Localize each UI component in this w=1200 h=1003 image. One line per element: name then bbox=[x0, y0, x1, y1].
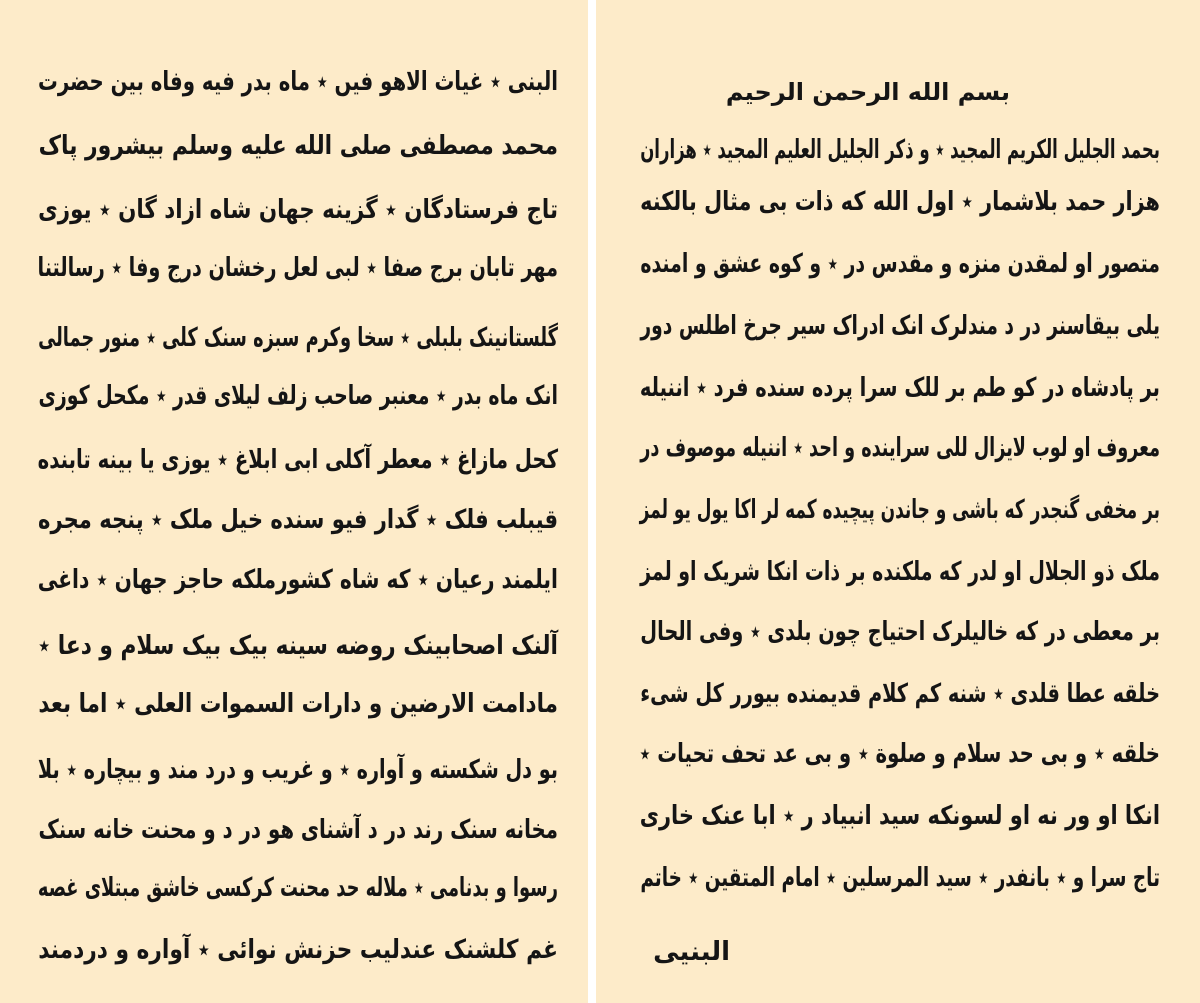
right-line-8: بر مخفی گنجدر که باشی و جاندن پیچیده کمه لر اکا یول یو لمز bbox=[639, 495, 1160, 525]
right-line-5: یلی بیقاسنر در د مندلرک انک ادراک سیر جرخ اطلس دور bbox=[640, 311, 1160, 341]
right-line-9: ملک ذو الجلال او لدر که ملکنده بر ذات انکا شریک او لمز bbox=[640, 557, 1160, 587]
left-line-6: انک ماه بدر ٭ معنبر صاحب زلف لیلای قدر ٭ مکحل کوزی bbox=[38, 381, 559, 411]
right-line-10: بر معطی در که خالیلرک احتیاج چون بلدی ٭ وفی الحال bbox=[640, 617, 1160, 647]
right-line-11: خلقه عطا قلدی ٭ شنه کم کلام قدیمنده بیورر کل شیء bbox=[640, 679, 1160, 709]
right-line-3: هزار حمد بلاشمار ٭ اول الله که ذات بی مثال بالکنه bbox=[640, 187, 1160, 217]
left-line-8: قیبلب فلک ٭ گدار فیو سنده خیل ملک ٭ پنجه مجره bbox=[38, 505, 558, 535]
right-line-6: بر پادشاه در کو طم بر للک سرا پرده سنده فرد ٭ اننیله bbox=[639, 373, 1160, 403]
right-line-14: تاج سرا و ٭ بانفدر ٭ سید المرسلین ٭ امام المتقین ٭ خاتم bbox=[640, 863, 1160, 893]
right-line-15: البنیی bbox=[653, 937, 730, 967]
left-line-4: مهر تابان برج صفا ٭ لبی لعل رخشان درج وفا ٭ رسالتنا bbox=[37, 253, 559, 283]
left-line-5: گلستانینک بلبلی ٭ سخا وکرم سبزه سنک کلی ٭ منور جمالی bbox=[38, 323, 559, 353]
left-line-3: تاج فرستادگان ٭ گزینه جهان شاه ازاد گان ٭ یوزی bbox=[38, 195, 558, 225]
left-line-7: کحل مازاغ ٭ معطر آکلی ابی ابلاغ ٭ یوزی یا بینه تابنده bbox=[37, 445, 558, 475]
right-line-12: خلقه ٭ و بی حد سلام و صلوة ٭ و بی عد تحف تحیات ٭ bbox=[639, 739, 1160, 769]
left-line-10: آلنک اصحابینک روضه سینه بیک بیک سلام و دعا ٭ bbox=[38, 631, 559, 661]
left-line-14: رسوا و بدنامی ٭ ملاله حد محنت کرکسی خاشق مبتلای غصه bbox=[37, 873, 558, 903]
left-line-1: البنی ٭ غیاث الاهو فیں ٭ ماه بدر فیه وفاه بین حضرت bbox=[38, 67, 558, 97]
right-line-1-basmala: بسم الله الرحمن الرحیم bbox=[725, 78, 1010, 106]
left-line-9: ایلمند رعیان ٭ که شاه کشورملکه حاجز جهان ٭ داغی bbox=[37, 565, 558, 595]
left-line-13: مخانه سنک رند در د آشنای هو در د و محنت خانه سنک bbox=[38, 815, 559, 845]
left-page bbox=[0, 0, 588, 1003]
right-line-4: متصور او لمقدن منزه و مقدس در ٭ و کوه عشق و امنده bbox=[640, 249, 1160, 279]
right-page bbox=[596, 0, 1200, 1003]
right-line-13: انکا او ور نه او لسونکه سید انبیاد ر ٭ ابا عنک خاری bbox=[639, 801, 1160, 831]
left-line-11: مادامت الارضین و دارات السموات العلی ٭ اما بعد bbox=[38, 689, 559, 719]
right-line-7: معروف او لوب لایزال للی سراینده و احد ٭ اننیله موصوف در bbox=[640, 433, 1160, 463]
left-line-15: غم کلشنک عندلیب حزنش نوائی ٭ آواره و دردمند bbox=[38, 935, 559, 965]
page-gutter bbox=[588, 0, 596, 1003]
right-line-2: بحمد الجلیل الکریم المجید ٭ و ذکر الجلیل العلیم المجید ٭ هزاران bbox=[640, 135, 1160, 165]
left-line-12: بو دل شکسته و آواره ٭ و غریب و درد مند و بیچاره ٭ بلا bbox=[37, 755, 559, 785]
left-line-2: محمد مصطفی صلی الله علیه وسلم بیشرور پاک bbox=[38, 131, 558, 161]
